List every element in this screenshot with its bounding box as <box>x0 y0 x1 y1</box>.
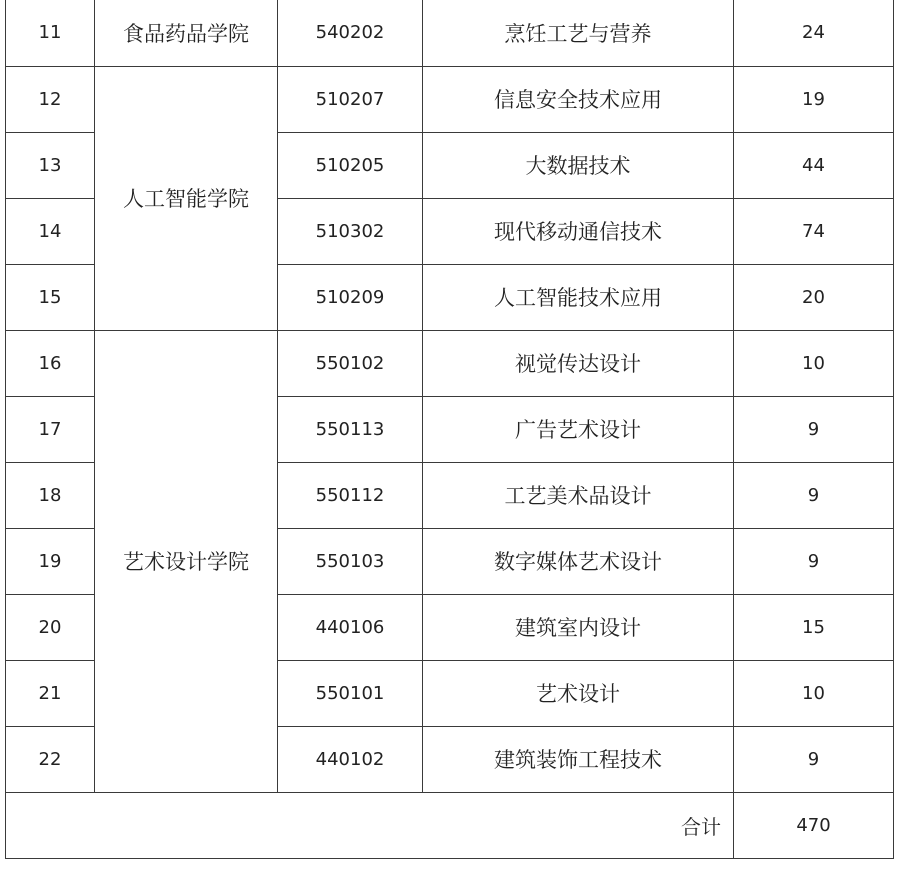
table-row <box>6 0 894 66</box>
row-number: 16 <box>6 330 95 396</box>
major-code: 550103 <box>278 528 423 594</box>
major-name: 广告艺术设计 <box>423 396 734 462</box>
enrollment-count: 9 <box>734 396 894 462</box>
major-name: 建筑装饰工程技术 <box>423 726 734 792</box>
row-number: 17 <box>6 396 95 462</box>
college-name: 人工智能学院 <box>95 66 278 330</box>
major-code: 540202 <box>278 0 423 66</box>
row-number: 11 <box>6 0 95 66</box>
college-name: 艺术设计学院 <box>95 330 278 792</box>
total-value: 470 <box>734 792 894 858</box>
college-name: 食品药品学院 <box>95 0 278 66</box>
total-row <box>6 792 894 858</box>
major-name: 现代移动通信技术 <box>423 198 734 264</box>
row-number: 18 <box>6 462 95 528</box>
row-number: 13 <box>6 132 95 198</box>
row-number: 14 <box>6 198 95 264</box>
row-number: 21 <box>6 660 95 726</box>
major-name: 烹饪工艺与营养 <box>423 0 734 66</box>
major-code: 550101 <box>278 660 423 726</box>
major-code: 510207 <box>278 66 423 132</box>
major-code: 440106 <box>278 594 423 660</box>
major-name: 人工智能技术应用 <box>423 264 734 330</box>
row-number: 12 <box>6 66 95 132</box>
row-number: 20 <box>6 594 95 660</box>
row-number: 15 <box>6 264 95 330</box>
enrollment-count: 44 <box>734 132 894 198</box>
row-number: 19 <box>6 528 95 594</box>
enrollment-count: 9 <box>734 528 894 594</box>
major-name: 建筑室内设计 <box>423 594 734 660</box>
major-name: 数字媒体艺术设计 <box>423 528 734 594</box>
major-code: 550102 <box>278 330 423 396</box>
enrollment-count: 24 <box>734 0 894 66</box>
table-row <box>6 66 894 132</box>
total-label: 合计 <box>6 792 734 858</box>
enrollment-count: 74 <box>734 198 894 264</box>
enrollment-count: 9 <box>734 462 894 528</box>
major-name: 艺术设计 <box>423 660 734 726</box>
major-name: 大数据技术 <box>423 132 734 198</box>
major-code: 550113 <box>278 396 423 462</box>
enrollment-count: 9 <box>734 726 894 792</box>
major-name: 工艺美术品设计 <box>423 462 734 528</box>
major-code: 550112 <box>278 462 423 528</box>
enrollment-count: 15 <box>734 594 894 660</box>
major-name: 视觉传达设计 <box>423 330 734 396</box>
enrollment-count: 20 <box>734 264 894 330</box>
major-code: 440102 <box>278 726 423 792</box>
table-row <box>6 330 894 396</box>
enrollment-table <box>5 0 894 859</box>
enrollment-count: 19 <box>734 66 894 132</box>
major-code: 510302 <box>278 198 423 264</box>
major-code: 510205 <box>278 132 423 198</box>
major-code: 510209 <box>278 264 423 330</box>
major-name: 信息安全技术应用 <box>423 66 734 132</box>
enrollment-count: 10 <box>734 330 894 396</box>
enrollment-count: 10 <box>734 660 894 726</box>
row-number: 22 <box>6 726 95 792</box>
